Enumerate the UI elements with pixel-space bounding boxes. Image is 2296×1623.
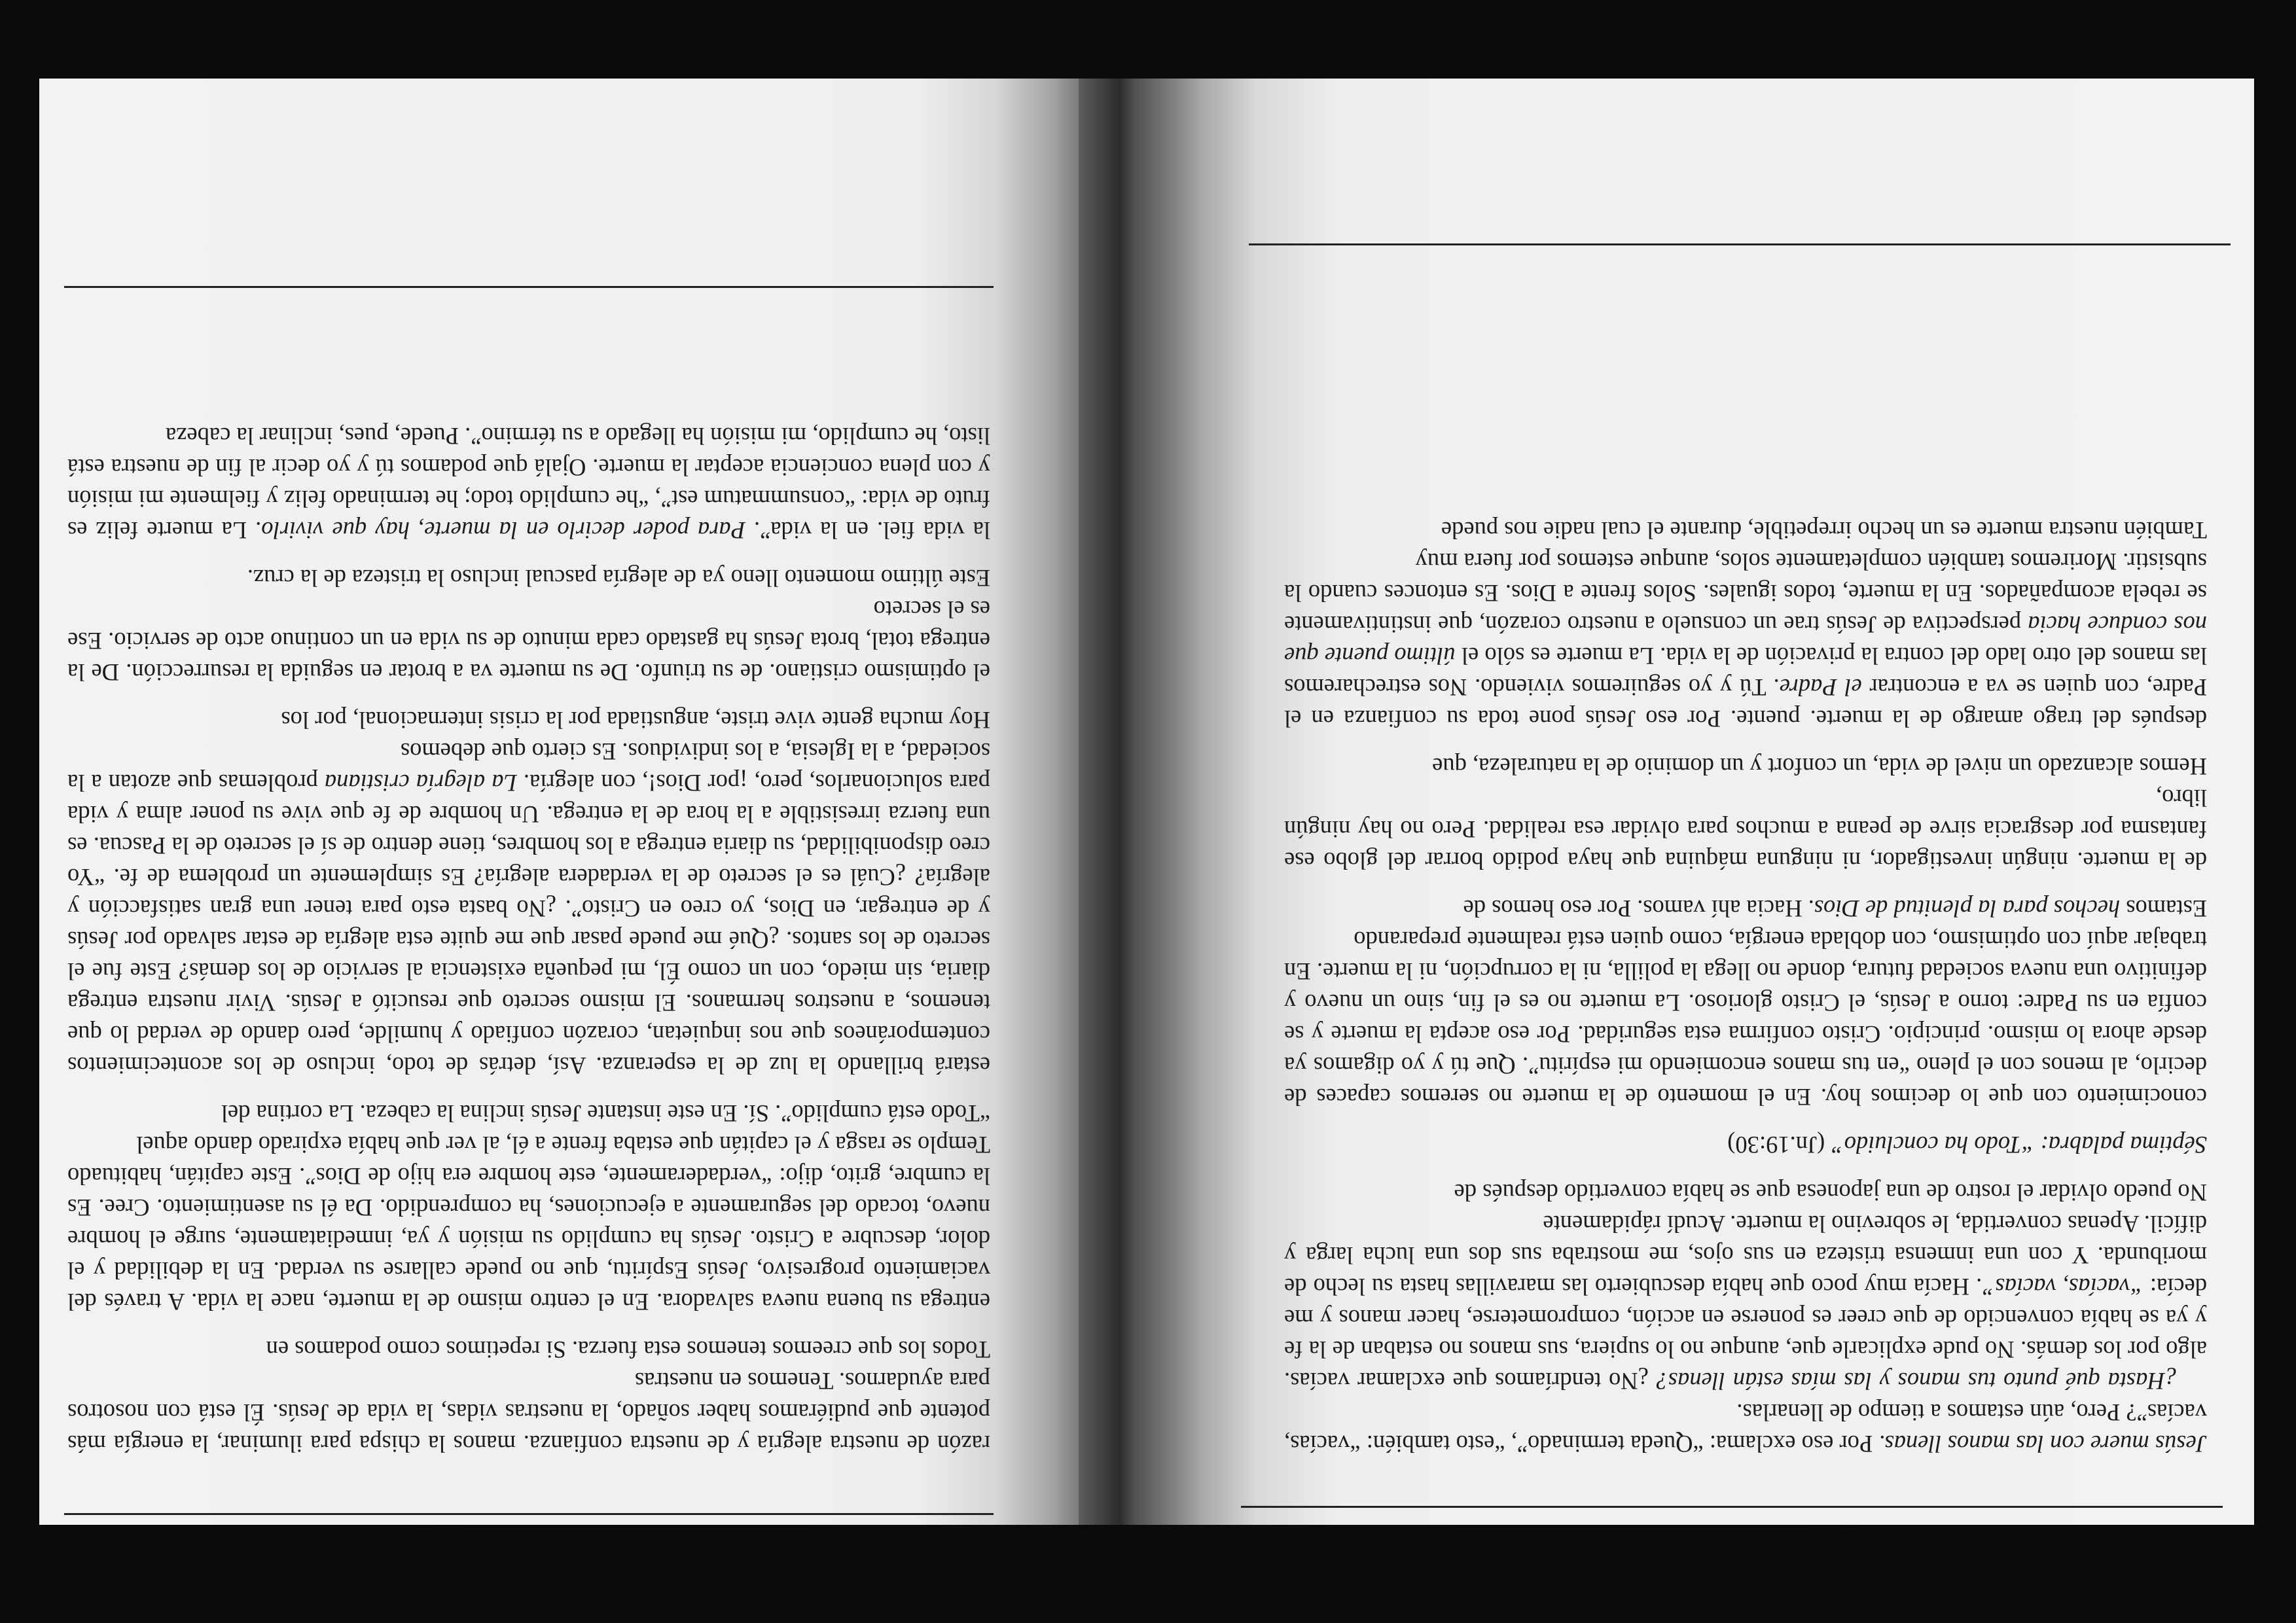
text-run: . La muerte feliz es fruto de vida: “consummatum est”, “he cumplido todo; he terminado feliz y fielmente mi misión y con plena conciencia aceptar la muerte. Ojalá que podamos tú y yo decir al fin de nuestra está listo, he cumplido, mi misión ha llegado a su término”. Puede, pues, inclinar la cabeza xyxy=(67,423,990,544)
text-run: problemas que azotan a la sociedad, a la Iglesia, a los individuos. Es cierto que debemos xyxy=(67,738,990,796)
text-run: estará brillando la luz de la esperanza. Así, detrás de todo, incluso de los acontecimientos contemporáneos que nos inquietan, corazón confiado y humilde, pero dando de verdad lo que tenemos, a nuestros hermanos. El mismo secreto que resucitó a Jesús. Vivir nuestra entrega diaria, sin miedo, con un como Él, mi pequeña existencia al servicio de los demás? Este fue el secreto de los santos. ¿Qué me puede pasar que me quite esta alegría de estar salvado por Jesús y de entregar, en Dios, yo creo en Cristo”. ¿No basta esto para tener una gran satisfacción y alegría? ¿Cuál es el secreto de la verdadera alegría? Es simplemente un problema de fe. “Yo creo disponibilidad, su diaria entrega a los hombres, tiene dentro de sí el secreto de la Pascua. es una fuerza irresistible a la hora de la entrega. Un hombre de fe que vive su poner alma y vida para solucionarlos, pero, ¡por Dios!, con alegría. xyxy=(67,770,990,1079)
text-run: Todos los que creemos tenemos esta fuerza. Si repetimos como podamos en xyxy=(266,1336,990,1363)
text-run: También nuestra muerte es un hecho irrepetible, durante el cual nadie nos puede xyxy=(1441,517,2207,544)
text-run: de la muerte. ningún investigador, ni ninguna máquina que haya podido borrar del globo ese fantasma por desgracia sirve de peana a muchos para olvidar esa realidad. Pero no hay ningún libro, xyxy=(1284,785,2207,874)
text-run: . Hacia ahí vamos. Por eso hemos de xyxy=(1463,895,1814,922)
header-rule xyxy=(1241,1506,2223,1508)
text-run: Hoy mucha gente vive triste, angustiada por la crisis internacional, por los xyxy=(281,707,990,734)
paragraph xyxy=(1284,751,2207,782)
header-rule xyxy=(64,1513,994,1515)
text-run: la vida fiel. en la vida”. xyxy=(745,517,990,544)
left-page-text xyxy=(1284,498,2207,1459)
scanner-edge xyxy=(0,1525,2296,1623)
text-run: . Tú y yo seguiremos viviendo. Nos estrecharemos las manos del otro lado del contra la privación de la vida. La muerte es sólo el xyxy=(1284,643,2207,701)
paragraph xyxy=(67,1097,990,1129)
text-run: Jesús muere con las manos llenas. xyxy=(1878,1431,2207,1457)
text-run: “vacías, vacías” xyxy=(1982,1274,2144,1300)
paragraph xyxy=(67,562,990,594)
paragraph xyxy=(1284,1208,2207,1397)
text-run: hechos para la plenitud de Dios xyxy=(1814,895,2121,922)
text-run: Hemos alcanzado un nivel de vida, un confort y un dominio de la naturaleza, que xyxy=(1432,753,2207,780)
text-run: después del trago amargo de la muerte. puente. Por eso Jesús pone toda su confianza en el Padre, con quien se va a encontrar xyxy=(1284,674,2207,732)
paragraph xyxy=(67,1129,990,1317)
paragraph xyxy=(1284,893,2207,924)
paragraph xyxy=(67,736,990,1081)
paragraph xyxy=(67,1334,990,1365)
paragraph xyxy=(67,704,990,736)
text-run: Por eso exclama: “Queda terminado”, “esto también: “vacías, vacías”? Pero, aún estamos a tiempo de llenarlas. xyxy=(1284,1399,2207,1457)
paragraph xyxy=(1284,1397,2207,1459)
text-run: Para poder decirlo en la muerte, hay que vivirlo xyxy=(261,517,745,544)
text-run: ¿Hasta qué punto tus manos y las mías están llenas? xyxy=(1656,1368,2177,1395)
paragraph xyxy=(67,594,990,688)
text-run: ¿No tendríamos que exclamar vacías. algo por los demás. No pude explicarle que, aunque no lo supiera, sus manos no estaban de la fe y ya se había convencido de que creer es ponerse en acción, comprometerse, hacer manos y me decía: xyxy=(1284,1274,2207,1395)
text-run: entrega su buena nueva salvadora. En el centro mismo de la muerte, nace la vida. A través del vaciamiento progresivo, Jesús Espíritu, que no puede callarse su verdad. En la debilidad y el dolor, descubre a Cristo. Jesús ha cumplido su misión y ya, inmediatamente, surge el hombre nuevo, tocado del seguramente a ejecuciones, ha comprendido. Da él su asentimiento. Cree. Es la cumbre, grito, dijo: “verdaderamente, este hombre era hijo de Dios”. Este capitán, habituado Templo se rasga y el capitán que estaba frente a él, al ver que había expirado dando aquel xyxy=(67,1132,990,1315)
paragraph xyxy=(67,420,990,546)
paragraph xyxy=(1284,924,2207,1113)
book-gutter xyxy=(1079,79,1181,1623)
footer-rule xyxy=(1249,243,2231,245)
paragraph xyxy=(67,1365,990,1459)
paragraph xyxy=(1284,514,2207,546)
text-run: el Padre xyxy=(1779,674,1862,701)
right-page-text xyxy=(67,420,990,1459)
text-run: el optimismo cristiano. de su triunfo. De su muerte va a brotar en seguida la resurrección. De la entrega total, brota Jesús ha gastado cada minuto de su vida en un continuo acto de servicio. Ese es el secreto xyxy=(67,596,990,686)
paragraph xyxy=(1284,1177,2207,1208)
text-run: perspectiva de Jesús trae un consuelo a nuestro corazón, que instintivamente se rebela acompañados. En la muerte, todos iguales. Solos frente a Dios. Es entonces cuando la subsistir. Moriremos también completamente solos, aunque estemos por fuera muy xyxy=(1284,548,2207,638)
text-run: Este último momento lleno ya de alegría pascual incluso la tristeza de la cruz. xyxy=(247,565,990,592)
text-run: La alegría cristiana xyxy=(324,770,517,796)
text-run: Estamos xyxy=(2120,895,2207,922)
paragraph xyxy=(1284,546,2207,734)
text-run: último puente que nos conduce hacia xyxy=(1284,611,2207,669)
section-heading xyxy=(1284,1129,2207,1160)
text-run: Séptima palabra: “Todo ha concluido” xyxy=(1831,1132,2207,1158)
text-run: No puedo olvidar el rostro de una japonesa que se había convertido después de xyxy=(1454,1179,2207,1206)
text-run: (Jn.19:30) xyxy=(1727,1132,1831,1158)
text-run: “Todo está cumplido”. Sí. En este instante Jesús inclina la cabeza. La cortina del xyxy=(221,1100,990,1127)
paragraph xyxy=(1284,782,2207,876)
footer-rule xyxy=(64,286,994,288)
text-run: . Hacía muy poco que había descubierto las maravillas hasta su lecho de moribunda. Y con una inmensa tristeza en sus ojos, me mostraba sus dos una lucha larga y difícil. Apenas convertida, le sobrevino la muerte. Acudí rápidamente xyxy=(1284,1211,2207,1300)
text-run: conocimiento con que lo decimos hoy. En el momento de la muerte no seremos capaces de decirlo, al menos con el pleno “en tus manos encomiendo mi espíritu”. Que tú y yo digamos ya desde ahora lo mismo. principio. Cristo confirma esta seguridad. Por eso acepta la muerte y se confía en su Padre: torno a Jesús, el Cristo glorioso. La muerte no es el fin, sino un nuevo y definitivo una nueva sociedad futura, donde no llega la polilla, ni la corrupción, ni la muerte. En trabajar aquí con optimismo, con doblada energía, como quien está realmente preparando xyxy=(1284,927,2207,1111)
text-run: razón de nuestra alegría y de nuestra confianza. manos la chispa para iluminar, la energía más potente que pudiéramos haber soñado, la nuestras vidas, la vida de Jesús. Él está con nosotros para ayudarnos. Tenemos en nuestras xyxy=(67,1368,990,1457)
